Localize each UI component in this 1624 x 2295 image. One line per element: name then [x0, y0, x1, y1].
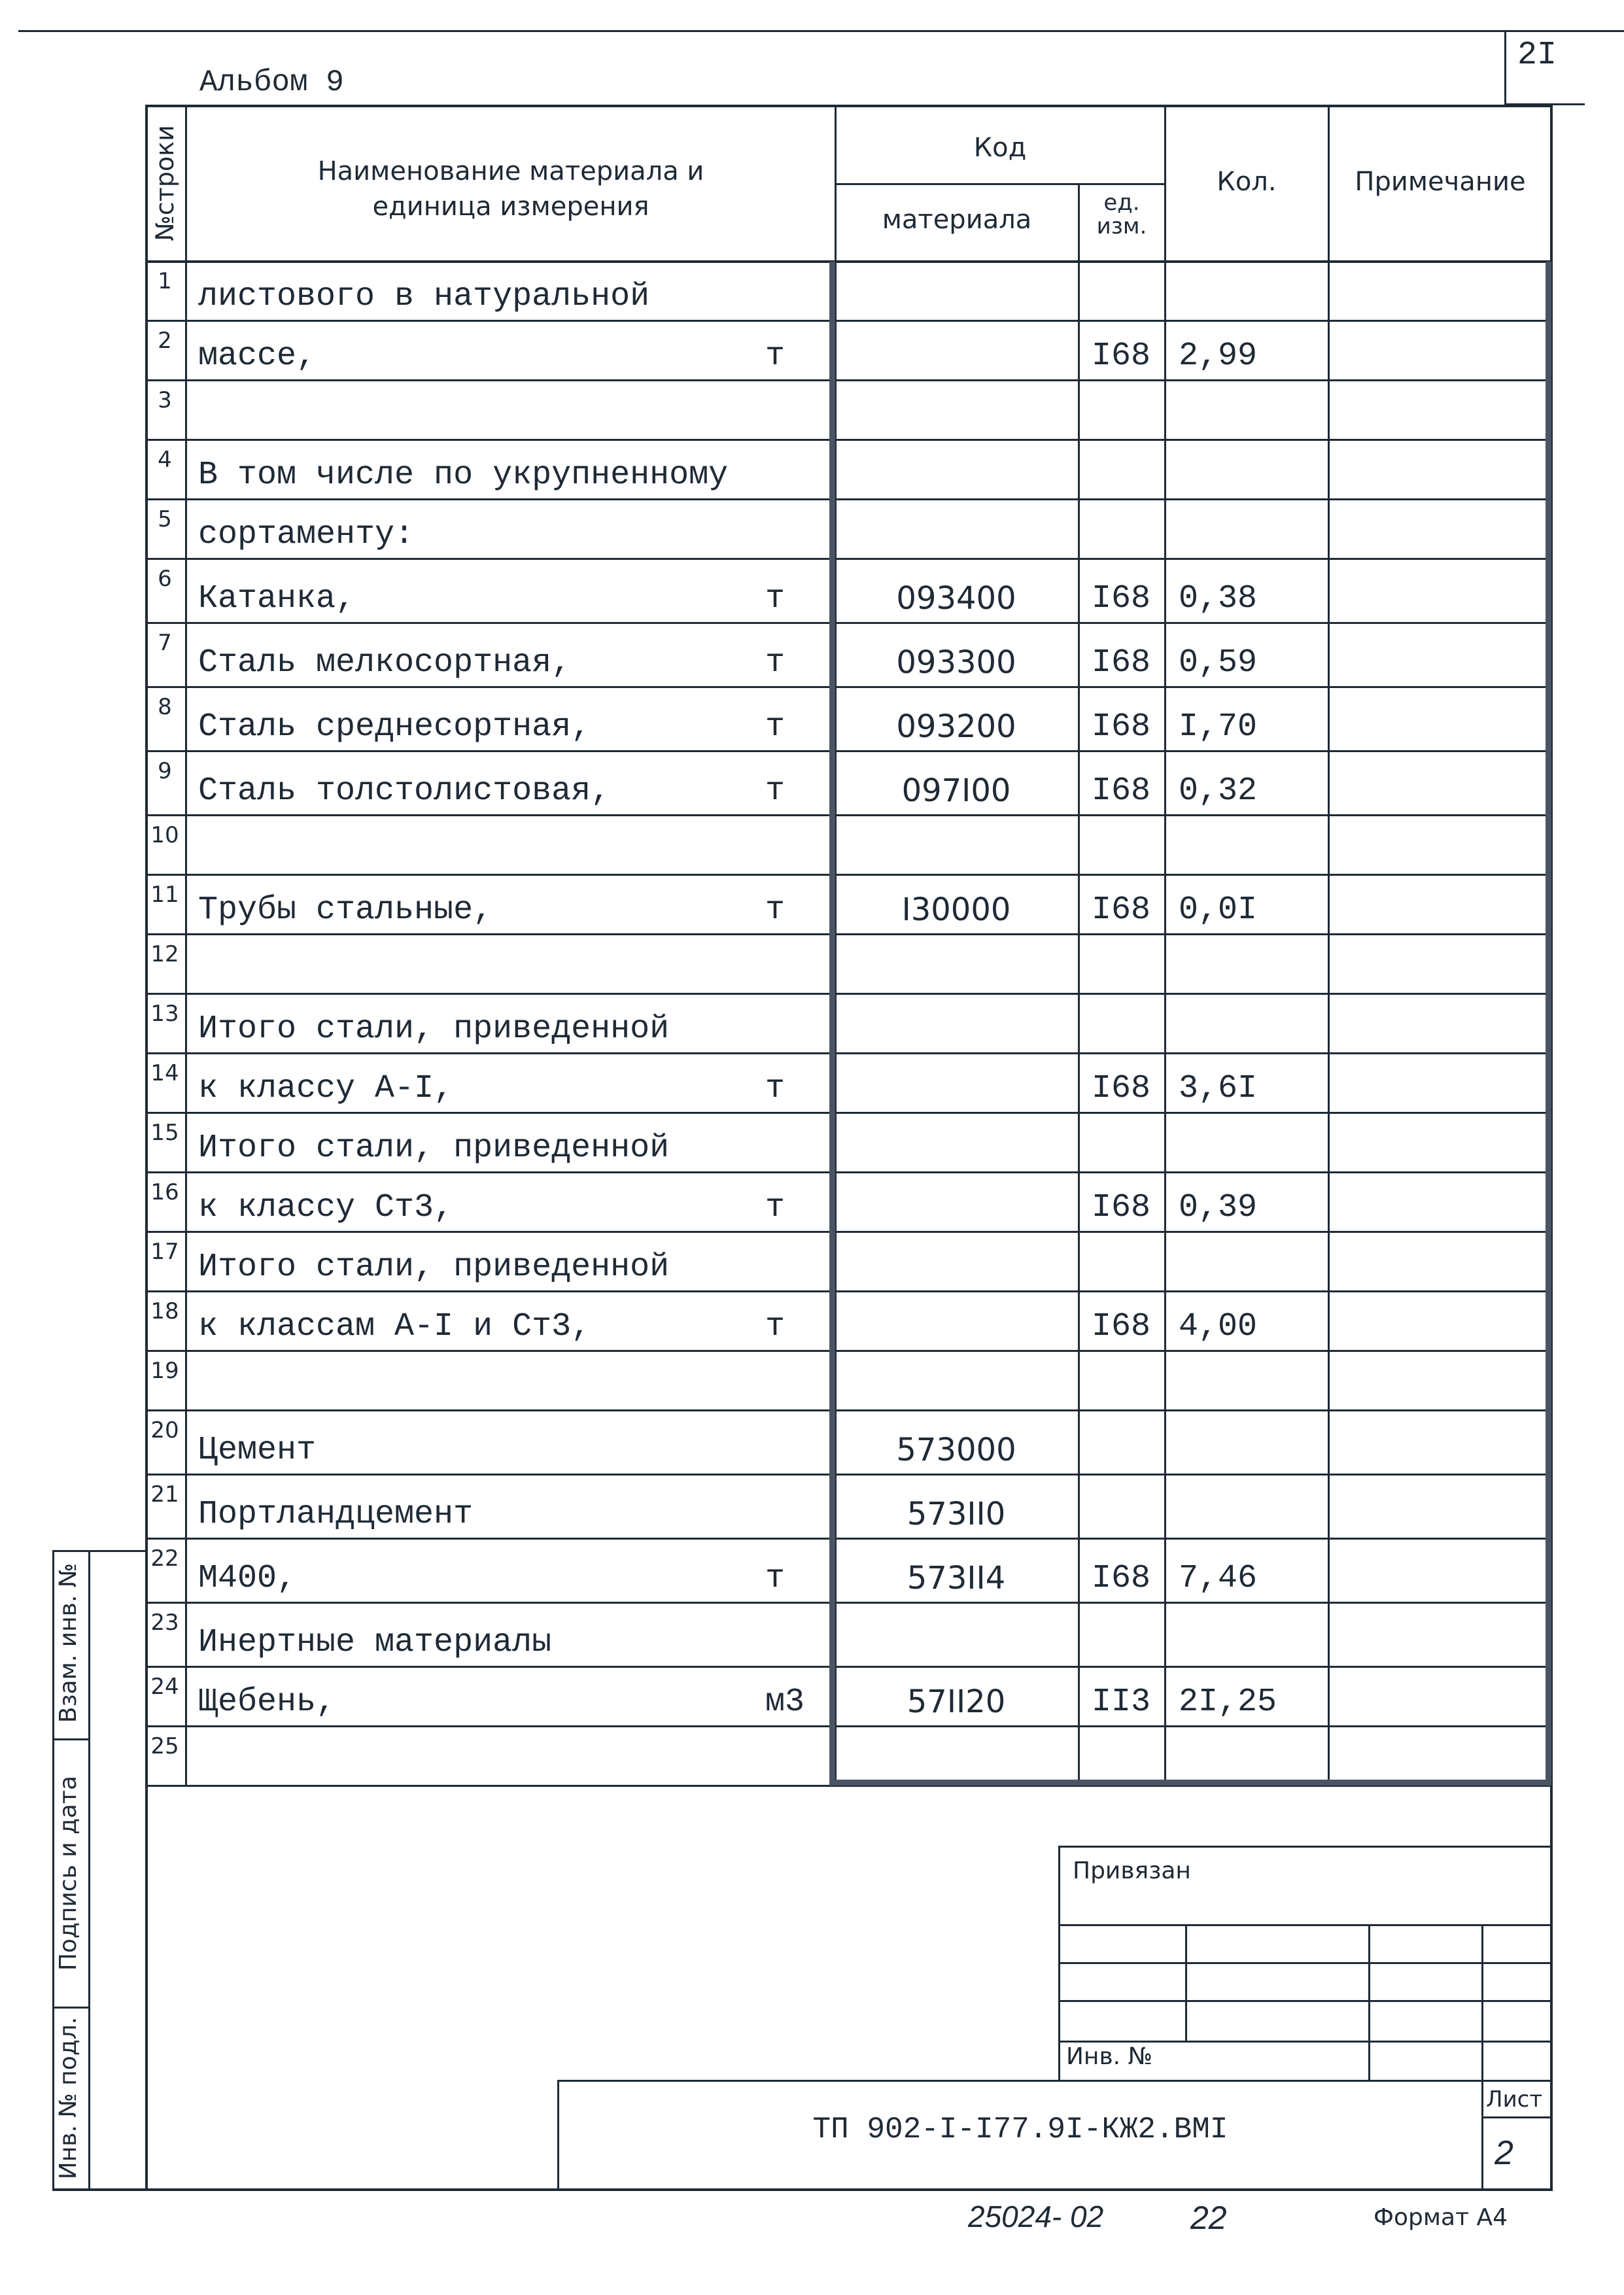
- header-unit-1: ед.: [1103, 190, 1140, 216]
- column-divider: [185, 381, 187, 440]
- material-name: к классам А-I и Ст3,: [198, 1308, 591, 1345]
- material-name: Сталь среднесортная,: [198, 708, 591, 746]
- unit-of-measure: т: [765, 1560, 786, 1597]
- column-divider: [185, 262, 187, 321]
- row-number: 20: [150, 1417, 179, 1443]
- unit-code: I68: [1091, 708, 1150, 746]
- material-name: Цемент: [198, 1432, 317, 1469]
- column-divider: [185, 500, 187, 559]
- unit-of-measure: т: [765, 580, 786, 617]
- row-number: 3: [158, 387, 172, 413]
- material-name: Итого стали, приведенной: [198, 1010, 670, 1048]
- side-vzam: Взам. инв. №: [55, 1562, 82, 1723]
- tb-h3: [1058, 2000, 1553, 2002]
- material-name: массе,: [198, 337, 317, 375]
- unit-code: I68: [1091, 1308, 1150, 1345]
- header-note: Примечание: [1355, 167, 1526, 197]
- column-divider: [185, 440, 187, 500]
- body-thick-border: [829, 262, 1551, 1786]
- tb-h2: [1058, 1962, 1553, 1964]
- tb-h1: [1058, 1924, 1553, 1926]
- material-code: 097I00: [901, 772, 1011, 809]
- row-number: 8: [158, 694, 172, 720]
- row-number: 7: [158, 630, 172, 656]
- column-divider: [185, 994, 187, 1054]
- unit-of-measure: т: [765, 891, 786, 929]
- footer-format: Формат А4: [1373, 2204, 1508, 2231]
- material-code: 573II0: [907, 1496, 1006, 1532]
- material-name: Катанка,: [198, 580, 356, 617]
- material-code: 57II20: [907, 1683, 1006, 1720]
- column-divider: [185, 1113, 187, 1173]
- material-name: к классу А-I,: [198, 1070, 454, 1107]
- material-code: I30000: [901, 891, 1011, 928]
- tb-h4: [1058, 2041, 1553, 2043]
- material-name: Сталь мелкосортная,: [198, 644, 572, 682]
- column-divider: [185, 1232, 187, 1292]
- row-number: 17: [150, 1239, 179, 1265]
- column-divider: [185, 321, 187, 381]
- unit-code: I68: [1091, 337, 1150, 375]
- frame-bottom: [52, 2188, 1553, 2191]
- column-divider: [185, 1292, 187, 1351]
- sheet-number-top: 2I: [1517, 37, 1557, 74]
- row-number: 4: [158, 447, 172, 473]
- row-number: 10: [150, 822, 179, 848]
- material-name: Сталь толстолистовая,: [198, 772, 611, 810]
- material-code: 093300: [896, 644, 1016, 681]
- material-name: сортаменту:: [198, 516, 415, 553]
- column-divider: [185, 1411, 187, 1475]
- header-code: Код: [973, 133, 1027, 163]
- unit-code: I68: [1091, 891, 1150, 929]
- column-divider: [185, 623, 187, 687]
- material-code: 093200: [896, 708, 1016, 745]
- doc-code: ТП 902-I-I77.9I-КЖ2.ВМI: [812, 2113, 1228, 2147]
- column-divider: [185, 1539, 187, 1603]
- column-divider: [185, 751, 187, 816]
- quantity: 7,46: [1179, 1560, 1258, 1597]
- quantity: 2I,25: [1179, 1683, 1277, 1721]
- row-number: 14: [150, 1060, 179, 1086]
- unit-of-measure: т: [765, 772, 786, 810]
- header-unit-2: изм.: [1096, 213, 1147, 239]
- unit-code: I68: [1091, 772, 1150, 810]
- row-number: 22: [150, 1545, 179, 1572]
- quantity: 0,0I: [1179, 891, 1258, 929]
- column-divider: [185, 1054, 187, 1113]
- material-code: 093400: [896, 580, 1016, 617]
- column-divider: [185, 1727, 187, 1786]
- tb-v3: [1481, 1924, 1483, 2188]
- quantity: 3,6I: [1179, 1070, 1258, 1107]
- column-divider: [185, 1475, 187, 1539]
- material-name: Инертные материалы: [198, 1624, 552, 1661]
- inv-no-label: Инв. №: [1066, 2043, 1153, 2070]
- material-name: листового в натуральной: [198, 278, 650, 315]
- quantity: 0,38: [1179, 580, 1258, 617]
- unit-of-measure: т: [765, 337, 786, 375]
- unit-code: I68: [1091, 1070, 1150, 1107]
- header-name-line2: единица измерения: [372, 192, 649, 222]
- unit-code: I68: [1091, 644, 1150, 682]
- unit-code: I68: [1091, 580, 1150, 617]
- header-material: материала: [882, 205, 1032, 235]
- album-label: Альбом 9: [199, 65, 344, 99]
- tb-list-h: [1481, 2116, 1553, 2118]
- row-number: 24: [150, 1674, 179, 1700]
- material-name: В том числе по укрупненному: [198, 457, 729, 494]
- header-qty: Кол.: [1217, 167, 1277, 197]
- unit-of-measure: т: [765, 644, 786, 682]
- quantity: I,70: [1179, 708, 1258, 746]
- header-name-line1: Наименование материала и: [317, 156, 704, 186]
- footer-page: 22: [1190, 2200, 1227, 2236]
- material-name: Итого стали, приведенной: [198, 1130, 670, 1167]
- material-name: Портландцемент: [198, 1496, 474, 1533]
- row-number: 19: [150, 1358, 179, 1384]
- column-divider: [185, 1351, 187, 1411]
- unit-code: II3: [1091, 1683, 1150, 1721]
- material-code: 573II4: [907, 1560, 1006, 1596]
- side-stamp-h1: [52, 1738, 90, 1740]
- quantity: 0,39: [1179, 1189, 1258, 1226]
- tb-v1: [1185, 1924, 1187, 2042]
- unit-of-measure: т: [765, 1308, 786, 1345]
- privyazan-label: Привязан: [1073, 1857, 1191, 1884]
- unit-of-measure: м3: [765, 1683, 805, 1721]
- tb-v2: [1368, 1924, 1370, 2081]
- quantity: 4,00: [1179, 1308, 1258, 1345]
- material-name: М400,: [198, 1560, 297, 1597]
- row-number: 16: [150, 1179, 179, 1205]
- unit-of-measure: т: [765, 1189, 786, 1226]
- quantity: 0,59: [1179, 644, 1258, 682]
- material-name: Трубы стальные,: [198, 891, 493, 929]
- quantity: 0,32: [1179, 772, 1258, 810]
- side-stamp-divider: [88, 1550, 90, 2191]
- row-number: 25: [150, 1733, 179, 1759]
- column-divider: [185, 559, 187, 623]
- row-number: 23: [150, 1610, 179, 1636]
- row-number: 12: [150, 941, 179, 967]
- row-number: 15: [150, 1120, 179, 1146]
- list-number: 2: [1494, 2134, 1513, 2172]
- column-divider: [185, 816, 187, 875]
- side-podpis: Подпись и дата: [55, 1775, 82, 1971]
- material-code: 573000: [896, 1432, 1016, 1468]
- unit-of-measure: т: [765, 1070, 786, 1107]
- material-name: Итого стали, приведенной: [198, 1249, 670, 1286]
- row-number: 21: [150, 1481, 179, 1508]
- row-number: 2: [158, 328, 172, 354]
- material-name: Щебень,: [198, 1683, 336, 1721]
- footer-handwritten: 25024- 02: [968, 2200, 1104, 2234]
- list-label: Лист: [1486, 2086, 1543, 2113]
- row-number: 13: [150, 1001, 179, 1027]
- tb-doc-top: [557, 2080, 1553, 2082]
- row-number: 6: [158, 566, 172, 592]
- row-number: 18: [150, 1298, 179, 1324]
- material-name: к классу Ст3,: [198, 1189, 454, 1226]
- unit-of-measure: т: [765, 708, 786, 746]
- column-divider: [185, 687, 187, 751]
- quantity: 2,99: [1179, 337, 1258, 375]
- unit-code: I68: [1091, 1560, 1150, 1597]
- column-divider: [185, 1173, 187, 1232]
- row-number: 1: [158, 268, 172, 294]
- header-row-no: №строки: [150, 125, 179, 241]
- column-divider: [185, 935, 187, 994]
- column-divider: [185, 875, 187, 935]
- side-inv-podl: Инв. № подл.: [55, 2016, 82, 2180]
- column-divider: [185, 1667, 187, 1727]
- row-number: 9: [158, 758, 172, 784]
- row-number: 11: [150, 882, 179, 908]
- column-divider: [185, 1603, 187, 1667]
- row-number: 5: [158, 506, 172, 532]
- unit-code: I68: [1091, 1189, 1150, 1226]
